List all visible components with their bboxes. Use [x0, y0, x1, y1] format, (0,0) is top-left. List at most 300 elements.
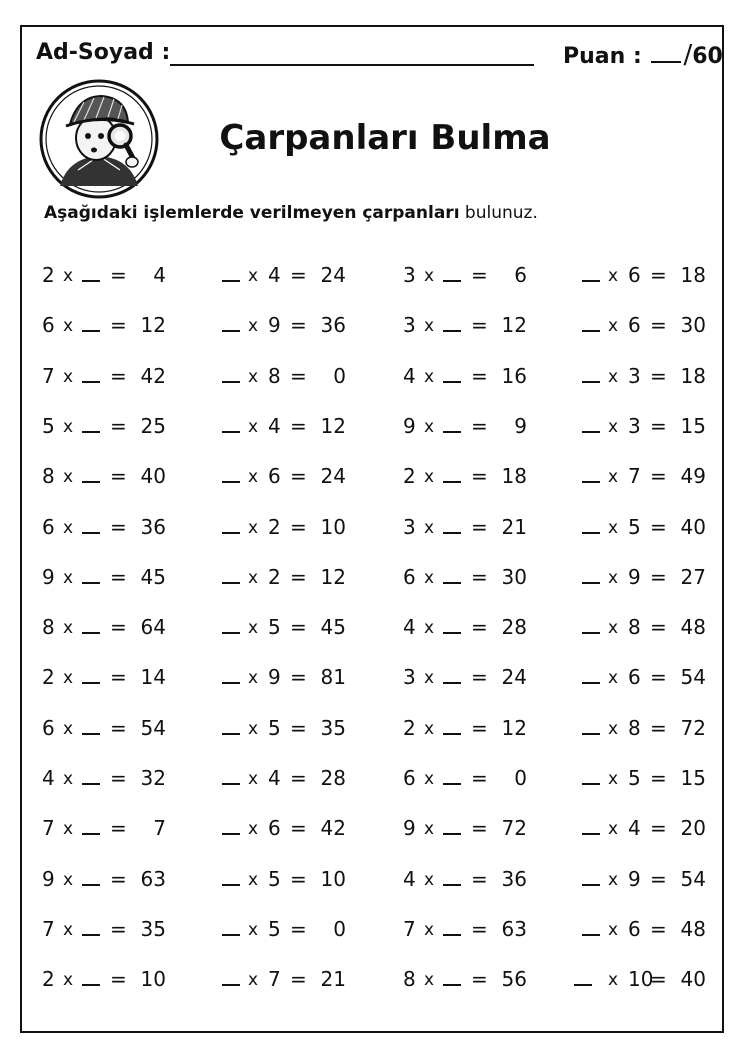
product-value: 45: [320, 615, 346, 640]
answer-blank[interactable]: [443, 967, 461, 991]
known-factor: 8: [268, 363, 281, 388]
known-factor: 2: [268, 514, 281, 539]
product-value: 35: [320, 715, 346, 740]
detective-boy-magnifier-icon: [38, 78, 160, 200]
equals-sign: =: [650, 413, 667, 438]
answer-blank[interactable]: [222, 263, 240, 287]
product-value: 27: [680, 564, 706, 589]
product-value: 15: [680, 413, 706, 438]
answer-blank[interactable]: [443, 263, 461, 287]
times-sign: x: [608, 668, 619, 689]
answer-blank[interactable]: [582, 665, 600, 689]
equals-sign: =: [290, 413, 307, 438]
known-factor: 8: [628, 715, 641, 740]
equals-sign: =: [471, 967, 488, 992]
known-factor: 6: [42, 715, 55, 740]
equals-sign: =: [471, 866, 488, 891]
product-value: 49: [680, 464, 706, 489]
equals-sign: =: [290, 564, 307, 589]
problem-item: [403, 758, 543, 798]
answer-blank[interactable]: [222, 364, 240, 388]
times-sign: x: [248, 618, 259, 639]
known-factor: 9: [42, 866, 55, 891]
answer-blank[interactable]: [443, 716, 461, 740]
problem-item: [42, 456, 182, 496]
problem-item: [42, 356, 182, 396]
equals-sign: =: [110, 464, 127, 489]
equals-sign: =: [650, 514, 667, 539]
problem-item: [42, 305, 182, 345]
answer-blank[interactable]: [222, 867, 240, 891]
instruction-normal: bulunuz.: [459, 203, 538, 223]
product-value: 0: [333, 916, 346, 941]
problem-item: [403, 507, 543, 547]
product-value: 10: [140, 967, 166, 992]
answer-blank[interactable]: [443, 313, 461, 337]
score-label: Puan :: [563, 44, 642, 69]
score-field-blank[interactable]: [651, 43, 681, 63]
product-value: 42: [320, 816, 346, 841]
times-sign: x: [63, 266, 74, 286]
equals-sign: =: [290, 313, 307, 338]
times-sign: x: [63, 819, 74, 840]
product-value: 25: [140, 413, 166, 438]
instruction-bold: Aşağıdaki işlemlerde verilmeyen çarpanları: [44, 203, 460, 223]
answer-blank[interactable]: [82, 766, 100, 790]
times-sign: x: [248, 869, 259, 890]
equals-sign: =: [471, 464, 488, 489]
answer-blank[interactable]: [82, 464, 100, 488]
answer-blank[interactable]: [574, 967, 592, 991]
problem-item: [222, 859, 362, 899]
times-sign: x: [424, 366, 435, 387]
known-factor: 7: [268, 967, 281, 992]
problem-item: [403, 356, 543, 396]
times-sign: x: [424, 567, 435, 588]
problem-item: [582, 657, 722, 697]
known-factor: 4: [42, 766, 55, 790]
times-sign: x: [63, 668, 74, 689]
times-sign: x: [608, 718, 619, 739]
answer-blank[interactable]: [222, 816, 240, 840]
problem-row: [0, 557, 750, 597]
times-sign: x: [608, 467, 619, 488]
known-factor: 2: [403, 715, 416, 740]
equals-sign: =: [471, 665, 488, 690]
times-sign: x: [248, 919, 259, 940]
answer-blank[interactable]: [82, 313, 100, 337]
problem-row: [0, 859, 750, 899]
known-factor: 2: [42, 263, 55, 287]
answer-blank[interactable]: [582, 615, 600, 639]
equals-sign: =: [650, 263, 667, 287]
known-factor: 5: [268, 715, 281, 740]
answer-blank[interactable]: [222, 716, 240, 740]
equals-sign: =: [650, 665, 667, 690]
times-sign: x: [248, 819, 259, 840]
times-sign: x: [608, 819, 619, 840]
answer-blank[interactable]: [82, 263, 100, 287]
problem-item: [582, 255, 722, 295]
problem-item: [42, 507, 182, 547]
problem-item: [42, 255, 182, 295]
equals-sign: =: [290, 816, 307, 841]
equals-sign: =: [290, 715, 307, 740]
known-factor: 4: [268, 413, 281, 438]
problem-item: [582, 356, 722, 396]
answer-blank[interactable]: [582, 816, 600, 840]
known-factor: 7: [42, 916, 55, 941]
problem-item: [42, 758, 182, 798]
times-sign: x: [424, 718, 435, 739]
problem-item: [222, 708, 362, 748]
times-sign: x: [63, 567, 74, 588]
problem-item: [222, 305, 362, 345]
product-value: 45: [140, 564, 166, 589]
product-value: 54: [680, 665, 706, 690]
page-title: Çarpanları Bulma: [219, 118, 551, 158]
answer-blank[interactable]: [443, 515, 461, 539]
equals-sign: =: [471, 363, 488, 388]
problem-item: [42, 909, 182, 949]
answer-blank[interactable]: [582, 867, 600, 891]
product-value: 81: [320, 665, 346, 690]
times-sign: x: [248, 467, 259, 488]
answer-blank[interactable]: [222, 313, 240, 337]
answer-blank[interactable]: [82, 414, 100, 438]
problem-item: [222, 255, 362, 295]
product-value: 63: [501, 916, 527, 941]
problem-row: [0, 406, 750, 446]
times-sign: x: [63, 366, 74, 387]
product-value: 9: [514, 413, 527, 438]
problem-item: [222, 607, 362, 647]
product-value: 10: [320, 514, 346, 539]
problem-item: [222, 406, 362, 446]
known-factor: 9: [403, 413, 416, 438]
equals-sign: =: [110, 967, 127, 992]
equals-sign: =: [290, 866, 307, 891]
problem-item: [222, 909, 362, 949]
answer-blank[interactable]: [443, 414, 461, 438]
answer-blank[interactable]: [82, 816, 100, 840]
known-factor: 8: [42, 615, 55, 640]
problem-item: [403, 607, 543, 647]
problem-row: [0, 456, 750, 496]
problem-item: [403, 456, 543, 496]
problem-item: [403, 959, 543, 999]
score-max: 60: [692, 44, 723, 69]
known-factor: 9: [268, 665, 281, 690]
problem-item: [42, 406, 182, 446]
problem-item: [403, 305, 543, 345]
problem-item: [582, 406, 722, 446]
product-value: 48: [680, 916, 706, 941]
problem-item: [403, 557, 543, 597]
known-factor: 2: [42, 665, 55, 690]
product-value: 21: [501, 514, 527, 539]
equals-sign: =: [110, 564, 127, 589]
problem-item: [222, 758, 362, 798]
known-factor: 9: [403, 816, 416, 841]
problem-row: [0, 657, 750, 697]
known-factor: 7: [42, 363, 55, 388]
problem-item: [42, 808, 182, 848]
answer-blank[interactable]: [582, 464, 600, 488]
answer-blank[interactable]: [82, 615, 100, 639]
times-sign: x: [608, 266, 619, 286]
equals-sign: =: [110, 514, 127, 539]
product-value: 56: [501, 967, 527, 992]
known-factor: 4: [403, 866, 416, 891]
times-sign: x: [248, 316, 259, 337]
known-factor: 2: [42, 967, 55, 992]
times-sign: x: [63, 517, 74, 538]
problem-item: [403, 657, 543, 697]
answer-blank[interactable]: [582, 716, 600, 740]
product-value: 10: [320, 866, 346, 891]
product-value: 15: [680, 766, 706, 790]
answer-blank[interactable]: [82, 665, 100, 689]
times-sign: x: [248, 668, 259, 689]
known-factor: 5: [628, 766, 641, 790]
equals-sign: =: [110, 766, 127, 790]
product-value: 6: [514, 263, 527, 287]
known-factor: 6: [628, 263, 641, 287]
known-factor: 5: [42, 413, 55, 438]
score-area: [563, 40, 723, 70]
times-sign: x: [608, 919, 619, 940]
times-sign: x: [608, 567, 619, 588]
times-sign: x: [608, 769, 619, 789]
product-value: 32: [140, 766, 166, 790]
answer-blank[interactable]: [82, 364, 100, 388]
times-sign: x: [424, 769, 435, 789]
equals-sign: =: [290, 363, 307, 388]
answer-blank[interactable]: [443, 766, 461, 790]
known-factor: 6: [268, 816, 281, 841]
problem-row: [0, 708, 750, 748]
problem-row: [0, 959, 750, 999]
known-factor: 4: [403, 363, 416, 388]
answer-blank[interactable]: [82, 917, 100, 941]
known-factor: 6: [628, 665, 641, 690]
product-value: 72: [680, 715, 706, 740]
equals-sign: =: [650, 816, 667, 841]
known-factor: 6: [42, 514, 55, 539]
times-sign: x: [424, 467, 435, 488]
times-sign: x: [424, 416, 435, 437]
product-value: 14: [140, 665, 166, 690]
answer-blank[interactable]: [222, 565, 240, 589]
product-value: 30: [680, 313, 706, 338]
times-sign: x: [608, 618, 619, 639]
answer-blank[interactable]: [82, 565, 100, 589]
known-factor: 6: [403, 564, 416, 589]
problem-item: [582, 607, 722, 647]
answer-blank[interactable]: [222, 515, 240, 539]
known-factor: 2: [268, 564, 281, 589]
product-value: 18: [680, 263, 706, 287]
problem-item: [582, 708, 722, 748]
problem-item: [222, 507, 362, 547]
equals-sign: =: [110, 816, 127, 841]
problem-item: [403, 406, 543, 446]
times-sign: x: [608, 517, 619, 538]
problem-item: [222, 456, 362, 496]
known-factor: 8: [403, 967, 416, 992]
equals-sign: =: [110, 715, 127, 740]
known-factor: 4: [268, 766, 281, 790]
equals-sign: =: [650, 464, 667, 489]
known-factor: 3: [403, 514, 416, 539]
known-factor: 7: [628, 464, 641, 489]
product-value: 12: [501, 313, 527, 338]
answer-blank[interactable]: [582, 364, 600, 388]
times-sign: x: [248, 266, 259, 286]
times-sign: x: [424, 819, 435, 840]
answer-blank[interactable]: [582, 515, 600, 539]
times-sign: x: [63, 416, 74, 437]
problem-item: [582, 305, 722, 345]
known-factor: 6: [628, 313, 641, 338]
known-factor: 4: [403, 615, 416, 640]
answer-blank[interactable]: [222, 414, 240, 438]
answer-blank[interactable]: [582, 414, 600, 438]
equals-sign: =: [110, 665, 127, 690]
equals-sign: =: [290, 967, 307, 992]
equals-sign: =: [471, 615, 488, 640]
answer-blank[interactable]: [443, 917, 461, 941]
times-sign: x: [608, 316, 619, 337]
product-value: 12: [320, 564, 346, 589]
equals-sign: =: [290, 514, 307, 539]
product-value: 16: [501, 363, 527, 388]
times-sign: x: [63, 467, 74, 488]
product-value: 40: [680, 514, 706, 539]
answer-blank[interactable]: [582, 263, 600, 287]
instruction-text: [44, 203, 538, 223]
known-factor: 9: [42, 564, 55, 589]
known-factor: 9: [268, 313, 281, 338]
product-value: 40: [680, 967, 706, 992]
answer-blank[interactable]: [443, 565, 461, 589]
product-value: 40: [140, 464, 166, 489]
equals-sign: =: [471, 263, 488, 287]
equals-sign: =: [471, 313, 488, 338]
problem-row: [0, 909, 750, 949]
answer-blank[interactable]: [582, 917, 600, 941]
problem-item: [403, 255, 543, 295]
times-sign: x: [248, 718, 259, 739]
known-factor: 3: [403, 313, 416, 338]
equals-sign: =: [650, 564, 667, 589]
product-value: 12: [501, 715, 527, 740]
answer-blank[interactable]: [82, 867, 100, 891]
answer-blank[interactable]: [222, 766, 240, 790]
problem-item: [582, 758, 722, 798]
answer-blank[interactable]: [82, 515, 100, 539]
answer-blank[interactable]: [443, 665, 461, 689]
answer-blank[interactable]: [443, 464, 461, 488]
answer-blank[interactable]: [222, 917, 240, 941]
known-factor: 5: [268, 866, 281, 891]
times-sign: x: [248, 416, 259, 437]
answer-blank[interactable]: [82, 716, 100, 740]
times-sign: x: [608, 869, 619, 890]
equals-sign: =: [471, 715, 488, 740]
name-field-line[interactable]: [170, 64, 534, 66]
known-factor: 4: [628, 816, 641, 841]
known-factor: 3: [628, 363, 641, 388]
problem-item: [582, 507, 722, 547]
equals-sign: =: [650, 866, 667, 891]
product-value: 18: [680, 363, 706, 388]
product-value: 36: [501, 866, 527, 891]
times-sign: x: [63, 919, 74, 940]
times-sign: x: [424, 517, 435, 538]
answer-blank[interactable]: [222, 967, 240, 991]
problem-item: [42, 708, 182, 748]
answer-blank[interactable]: [582, 766, 600, 790]
equals-sign: =: [471, 766, 488, 790]
problem-item: [582, 909, 722, 949]
times-sign: x: [63, 718, 74, 739]
product-value: 12: [320, 413, 346, 438]
known-factor: 4: [268, 263, 281, 287]
product-value: 20: [680, 816, 706, 841]
answer-blank[interactable]: [443, 816, 461, 840]
answer-blank[interactable]: [582, 565, 600, 589]
known-factor: 5: [268, 615, 281, 640]
times-sign: x: [424, 668, 435, 689]
answer-blank[interactable]: [222, 464, 240, 488]
product-value: 18: [501, 464, 527, 489]
answer-blank[interactable]: [582, 313, 600, 337]
times-sign: x: [424, 266, 435, 286]
answer-blank[interactable]: [82, 967, 100, 991]
equals-sign: =: [650, 916, 667, 941]
answer-blank[interactable]: [443, 615, 461, 639]
answer-blank[interactable]: [443, 867, 461, 891]
product-value: 12: [140, 313, 166, 338]
answer-blank[interactable]: [443, 364, 461, 388]
problem-item: [42, 657, 182, 697]
equals-sign: =: [471, 916, 488, 941]
problem-row: [0, 255, 750, 295]
times-sign: x: [248, 970, 259, 991]
times-sign: x: [424, 618, 435, 639]
product-value: 0: [333, 363, 346, 388]
answer-blank[interactable]: [222, 665, 240, 689]
times-sign: x: [608, 366, 619, 387]
product-value: 35: [140, 916, 166, 941]
equals-sign: =: [650, 715, 667, 740]
answer-blank[interactable]: [222, 615, 240, 639]
product-value: 0: [514, 766, 527, 790]
product-value: 64: [140, 615, 166, 640]
score-slash: /: [683, 40, 693, 70]
product-value: 7: [153, 816, 166, 841]
equals-sign: =: [110, 363, 127, 388]
times-sign: x: [248, 769, 259, 789]
equals-sign: =: [471, 816, 488, 841]
equals-sign: =: [650, 313, 667, 338]
equals-sign: =: [110, 615, 127, 640]
problem-item: [403, 808, 543, 848]
product-value: 4: [153, 263, 166, 287]
problem-item: [582, 456, 722, 496]
